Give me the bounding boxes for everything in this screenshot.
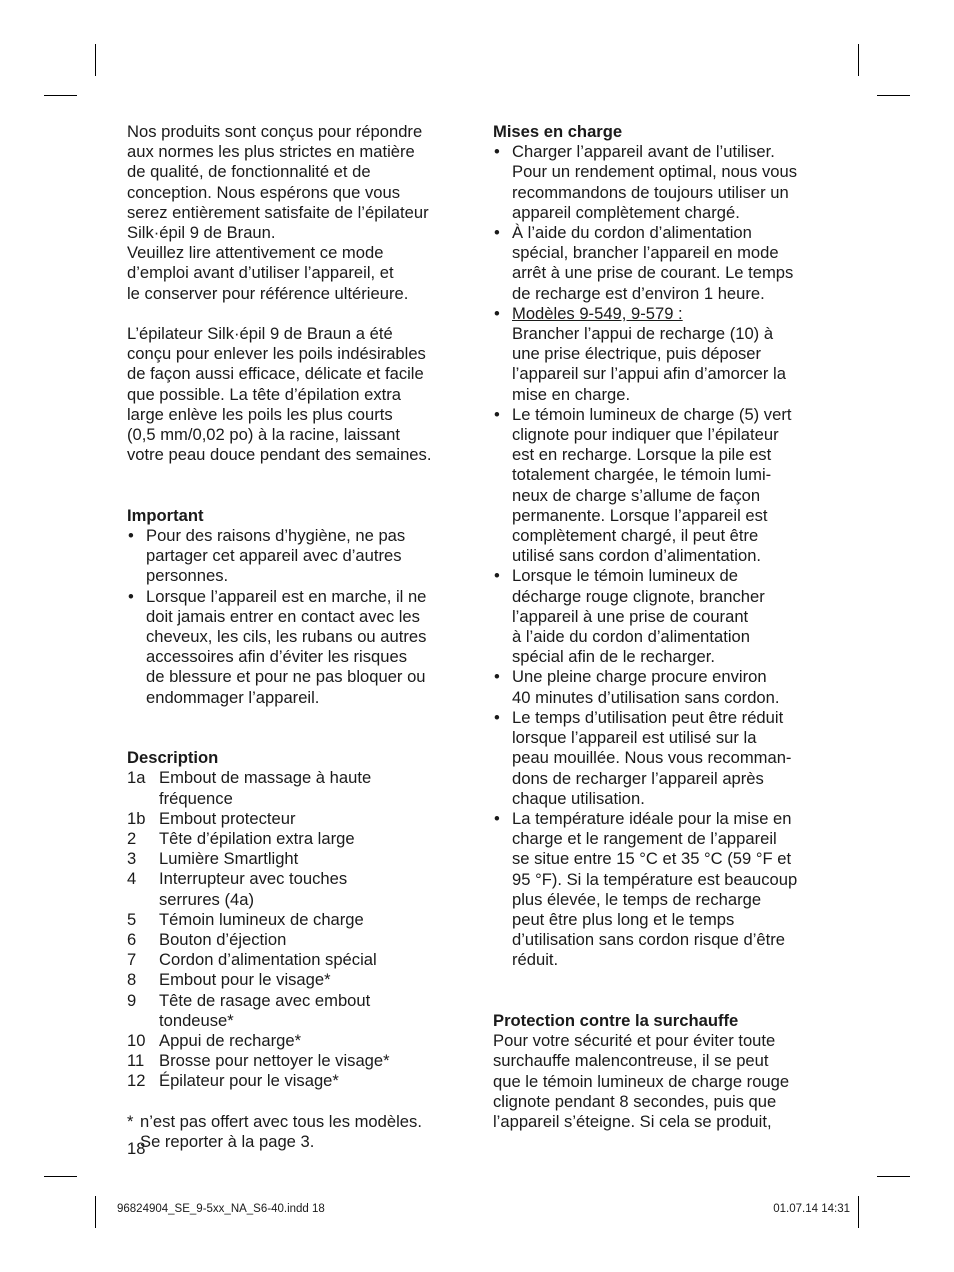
list-item xyxy=(127,930,472,950)
product-paragraph xyxy=(127,324,472,465)
list-line: • Lorsque le témoin lumineux de xyxy=(512,566,738,586)
list-line: lorsque l’appareil est utilisé sur la xyxy=(512,728,757,748)
list-item xyxy=(127,526,472,587)
protection-paragraph xyxy=(493,1031,838,1132)
crop-mark-bottom-left-vertical xyxy=(95,1196,96,1228)
item-number: 1a xyxy=(127,768,146,788)
description-heading: Description xyxy=(127,748,219,768)
item-text: Embout protecteur xyxy=(159,808,296,828)
list-line: • Le témoin lumineux de charge (5) vert xyxy=(512,404,792,424)
intro-line: aux normes les plus strictes en matière xyxy=(127,142,415,162)
product-line: large enlève les poils les plus courts xyxy=(127,404,393,424)
list-item xyxy=(127,910,472,930)
list-line: utilisé sans cordon d’alimentation. xyxy=(512,546,762,566)
item-text: Interrupteur avec touches xyxy=(159,869,348,889)
list-item xyxy=(493,566,838,667)
list-line: arrêt à une prise de courant. Le temps xyxy=(512,263,794,283)
item-text: Appui de recharge* xyxy=(159,1031,302,1051)
item-number: 11 xyxy=(127,1051,145,1071)
list-item xyxy=(127,768,472,808)
list-line: complètement chargé, il peut être xyxy=(512,526,759,546)
product-line: conçu pour enlever les poils indésirables xyxy=(127,344,426,364)
crop-mark-top-right-vertical xyxy=(858,44,859,76)
crop-mark-top-left-horizontal xyxy=(44,95,77,96)
list-line: dons de recharger l’appareil après xyxy=(512,768,764,788)
item-number: 4 xyxy=(127,869,137,889)
crop-mark-bottom-right-vertical xyxy=(858,1196,859,1228)
item-number: 2 xyxy=(127,829,137,849)
list-line: spécial afin de le recharger. xyxy=(512,647,715,667)
list-item xyxy=(493,223,838,304)
slug-datetime: 01.07.14 14:31 xyxy=(773,1203,850,1215)
list-item xyxy=(493,667,838,707)
protection-line: clignote pendant 8 secondes, puis que xyxy=(493,1091,777,1111)
list-line: de recharge est d’environ 1 heure. xyxy=(512,283,765,303)
item-number: 12 xyxy=(127,1071,146,1091)
models-label: • Modèles 9-549, 9-579 : xyxy=(512,303,683,323)
list-line: clignote pour indiquer que l’épilateur xyxy=(512,425,779,445)
item-text: Tête d’épilation extra large xyxy=(159,829,355,849)
list-item xyxy=(127,1071,472,1091)
list-line: est en recharge. Lorsque la pile est xyxy=(512,445,772,465)
list-line: réduit. xyxy=(512,950,559,970)
list-line: endommager l’appareil. xyxy=(146,687,320,707)
item-number: 6 xyxy=(127,930,137,950)
list-line: totalement chargée, le témoin lumi- xyxy=(512,465,772,485)
list-line: décharge rouge clignote, brancher xyxy=(512,586,765,606)
right-column xyxy=(493,122,838,1132)
left-column xyxy=(127,122,472,1152)
list-line: de blessure et pour ne pas bloquer ou xyxy=(146,667,426,687)
list-line: personnes. xyxy=(146,566,229,586)
list-item xyxy=(493,708,838,809)
list-item xyxy=(127,1051,472,1071)
item-text: serrures (4a) xyxy=(159,889,254,909)
list-line: permanente. Lorsque l’appareil est xyxy=(512,505,768,525)
list-line: 40 minutes d’utilisation sans cordon. xyxy=(512,687,780,707)
list-line: spécial, brancher l’appareil en mode xyxy=(512,243,779,263)
footnote-line: Se reporter à la page 3. xyxy=(140,1132,315,1152)
list-line: peau mouillée. Nous vous recomman- xyxy=(512,748,792,768)
slug-filename: 96824904_SE_9-5xx_NA_S6-40.indd 18 xyxy=(117,1203,325,1215)
list-line: recommandons de toujours utiliser un xyxy=(512,182,789,202)
product-line: L’épilateur Silk·épil 9 de Braun a été xyxy=(127,324,393,344)
charge-list xyxy=(493,142,838,970)
protection-line: que le témoin lumineux de charge rouge xyxy=(493,1071,790,1091)
list-item xyxy=(127,809,472,829)
important-heading: Important xyxy=(127,505,204,525)
footnote-mark: * xyxy=(127,1111,134,1131)
list-item xyxy=(493,304,838,405)
list-line: appareil complètement chargé. xyxy=(512,202,740,222)
list-item xyxy=(493,405,838,567)
list-line: • Pour des raisons d’hygiène, ne pas xyxy=(146,526,406,546)
list-line: Brancher l’appui de recharge (10) à xyxy=(512,324,774,344)
charge-heading: Mises en charge xyxy=(493,122,623,141)
product-line: (0,5 mm/0,02 po) à la racine, laissant xyxy=(127,425,401,445)
list-line: se situe entre 15 °C et 35 °C (59 °F et xyxy=(512,849,792,869)
intro-paragraph xyxy=(127,122,472,304)
item-text: Cordon d’alimentation spécial xyxy=(159,950,377,970)
list-line: mise en charge. xyxy=(512,384,631,404)
item-text: Embout pour le visage* xyxy=(159,970,331,990)
product-line: votre peau douce pendant des semaines. xyxy=(127,445,432,465)
intro-line: le conserver pour référence ultérieure. xyxy=(127,283,409,303)
list-item xyxy=(127,1031,472,1051)
crop-mark-top-left-vertical xyxy=(95,44,96,76)
list-line: une prise électrique, puis déposer xyxy=(512,344,762,364)
item-text: Embout de massage à haute xyxy=(159,768,372,788)
intro-line: d’emploi avant d’utiliser l’appareil, et xyxy=(127,263,394,283)
protection-line: Pour votre sécurité et pour éviter toute xyxy=(493,1031,776,1051)
item-number: 5 xyxy=(127,909,137,929)
crop-mark-bottom-right-horizontal xyxy=(877,1176,910,1177)
list-line: • La température idéale pour la mise en xyxy=(512,808,792,828)
intro-line: conception. Nous espérons que vous xyxy=(127,182,401,202)
item-number: 8 xyxy=(127,970,137,990)
list-line: neux de charge s’allume de façon xyxy=(512,485,761,505)
list-line: cheveux, les cils, les rubans ou autres xyxy=(146,627,427,647)
list-line: peut être plus long et le temps xyxy=(512,909,735,929)
list-line: • À l’aide du cordon d’alimentation xyxy=(512,223,752,243)
product-line: que possible. La tête d’épilation extra xyxy=(127,384,401,404)
list-line: 95 °F). Si la température est beaucoup xyxy=(512,869,798,889)
list-item xyxy=(127,869,472,909)
protection-line: surchauffe malencontreuse, il se peut xyxy=(493,1051,769,1071)
item-text: Tête de rasage avec embout xyxy=(159,990,371,1010)
list-item xyxy=(127,829,472,849)
intro-line: serez entièrement satisfaite de l’épilateur xyxy=(127,202,429,222)
item-text: Épilateur pour le visage* xyxy=(159,1071,339,1091)
list-item xyxy=(493,142,838,223)
list-line: accessoires afin d’éviter les risques xyxy=(146,647,408,667)
crop-mark-bottom-left-horizontal xyxy=(44,1176,77,1177)
list-item xyxy=(127,849,472,869)
list-line: à l’aide du cordon d’alimentation xyxy=(512,627,751,647)
item-number: 1b xyxy=(127,808,146,828)
list-line: d’utilisation sans cordon risque d’être xyxy=(512,930,786,950)
protection-heading: Protection contre la surchauffe xyxy=(493,1010,739,1030)
footnote xyxy=(127,1112,472,1152)
page-number: 18 xyxy=(127,1139,146,1158)
intro-line: Nos produits sont conçus pour répondre xyxy=(127,122,423,141)
intro-line: de qualité, de fonctionnalité et de xyxy=(127,162,371,182)
list-line: doit jamais entrer en contact avec les xyxy=(146,606,420,626)
list-item xyxy=(127,991,472,1031)
list-line: • Charger l’appareil avant de l’utiliser. xyxy=(512,142,775,162)
item-text: Témoin lumineux de charge xyxy=(159,909,364,929)
list-line: • Une pleine charge procure environ xyxy=(512,667,767,687)
list-line: • Le temps d’utilisation peut être réduit xyxy=(512,707,784,727)
list-item xyxy=(127,950,472,970)
list-line: l’appareil sur l’appui afin d’amorcer la xyxy=(512,364,786,384)
list-line: partager cet appareil avec d’autres xyxy=(146,546,402,566)
protection-line: l’appareil s’éteigne. Si cela se produit, xyxy=(493,1111,772,1131)
list-line: chaque utilisation. xyxy=(512,788,645,808)
item-text: Lumière Smartlight xyxy=(159,849,299,869)
list-line: Pour un rendement optimal, nous vous xyxy=(512,162,798,182)
item-number: 3 xyxy=(127,849,137,869)
item-number: 9 xyxy=(127,990,137,1010)
list-item xyxy=(493,809,838,971)
item-text: Bouton d’éjection xyxy=(159,930,287,950)
item-number: 10 xyxy=(127,1031,146,1051)
list-line: plus élevée, le temps de recharge xyxy=(512,889,762,909)
footnote-line: n’est pas offert avec tous les modèles. xyxy=(140,1111,422,1131)
list-item xyxy=(127,970,472,990)
intro-line: Silk·épil 9 de Braun. xyxy=(127,223,276,243)
item-text: Brosse pour nettoyer le visage* xyxy=(159,1051,390,1071)
product-line: de façon aussi efficace, délicate et facile xyxy=(127,364,424,384)
item-text: fréquence xyxy=(159,788,233,808)
list-item xyxy=(127,587,472,708)
list-line: charge et le rangement de l’appareil xyxy=(512,829,777,849)
item-number: 7 xyxy=(127,950,137,970)
list-line: l’appareil à une prise de courant xyxy=(512,606,749,626)
item-text: tondeuse* xyxy=(159,1010,234,1030)
list-line: • Lorsque l’appareil est en marche, il ne xyxy=(146,586,427,606)
crop-mark-top-right-horizontal xyxy=(877,95,910,96)
intro-line: Veuillez lire attentivement ce mode xyxy=(127,243,384,263)
description-list xyxy=(127,768,472,1091)
important-list xyxy=(127,526,472,708)
